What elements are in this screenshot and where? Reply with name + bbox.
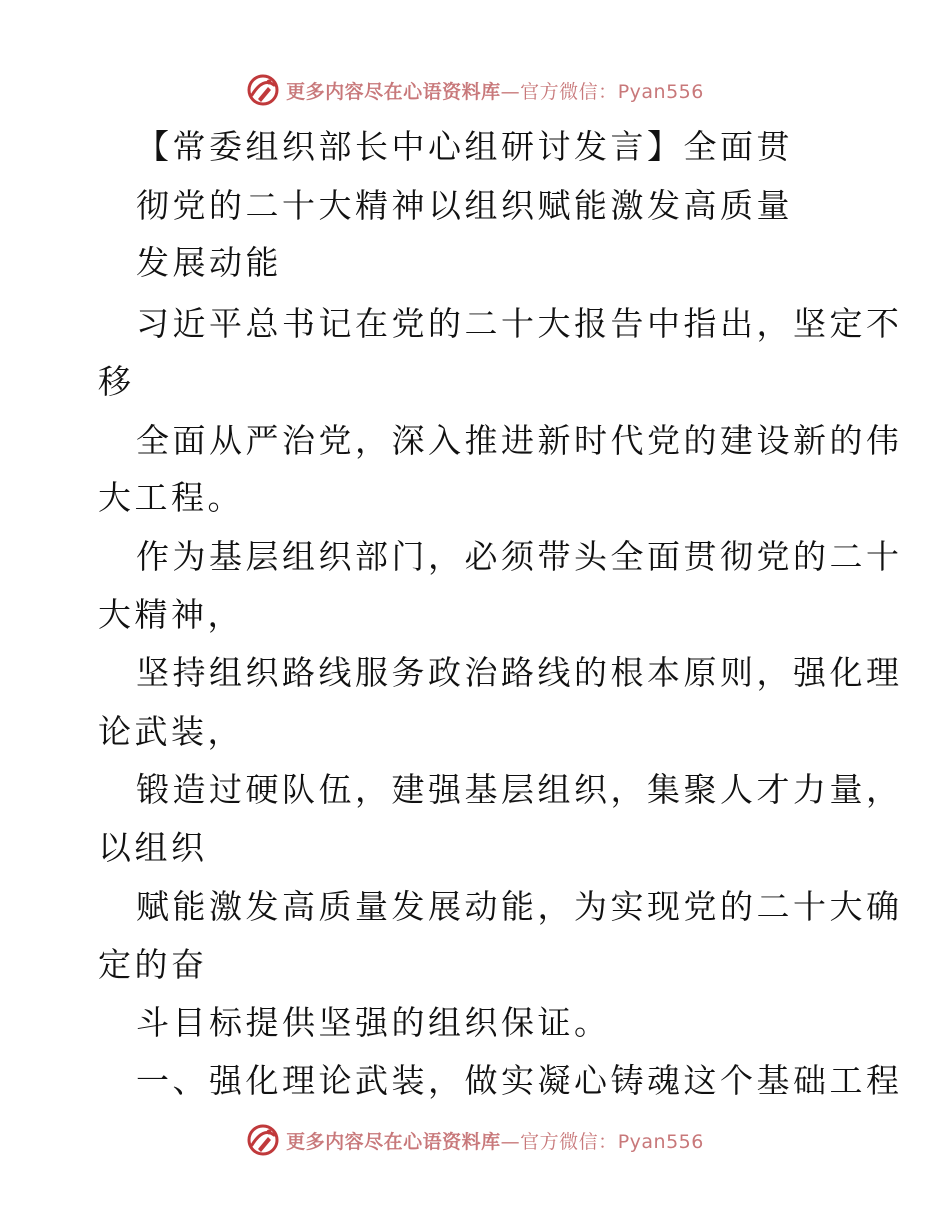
footer-separator: — xyxy=(500,1130,521,1153)
body-line-3: 全面从严治党，深入推进新时代党的建设新的伟 xyxy=(136,421,903,460)
swirl-pen-logo-icon xyxy=(246,73,280,107)
body-line-13: 斗目标提供坚强的组织保证。 xyxy=(136,1003,611,1042)
body-line-6: 大精神， xyxy=(98,595,244,634)
document-title-line-1: 【常委组织部长中心组研讨发言】全面贯 xyxy=(136,127,793,166)
footer-watermark-banner xyxy=(0,1120,950,1160)
body-line-2: 移 xyxy=(98,362,135,401)
footer-wechat-id: Pyan556 xyxy=(617,1130,704,1153)
footer-wechat-label: 官方微信： xyxy=(520,1130,618,1153)
section-heading-1: 一、强化理论武装，做实凝心铸魂这个基础工程 xyxy=(136,1061,903,1100)
body-line-7: 坚持组织路线服务政治路线的根本原则，强化理 xyxy=(136,653,903,692)
swirl-pen-logo-icon xyxy=(246,1123,280,1157)
header-wechat-label: 官方微信： xyxy=(520,80,618,103)
footer-site-text: 更多内容尽在心语资料库 xyxy=(286,1130,501,1153)
header-separator: — xyxy=(500,80,521,103)
body-line-5: 作为基层组织部门，必须带头全面贯彻党的二十 xyxy=(136,537,903,576)
footer-banner-text xyxy=(286,1127,704,1154)
header-site-text: 更多内容尽在心语资料库 xyxy=(286,80,501,103)
body-line-10: 以组织 xyxy=(98,828,208,867)
document-title-line-2: 彻党的二十大精神以组织赋能激发高质量 xyxy=(136,186,793,225)
header-wechat-id: Pyan556 xyxy=(617,80,704,103)
body-line-9: 锻造过硬队伍，建强基层组织，集聚人才力量， xyxy=(136,770,903,809)
document-title-line-3: 发展动能 xyxy=(136,243,282,282)
body-line-11: 赋能激发高质量发展动能，为实现党的二十大确 xyxy=(136,887,903,926)
body-line-12: 定的奋 xyxy=(98,945,208,984)
body-line-4: 大工程。 xyxy=(98,478,244,517)
body-line-8: 论武装， xyxy=(98,712,244,751)
header-watermark-banner xyxy=(0,70,950,110)
header-banner-text xyxy=(286,77,704,104)
body-line-1: 习近平总书记在党的二十大报告中指出，坚定不 xyxy=(136,304,903,343)
